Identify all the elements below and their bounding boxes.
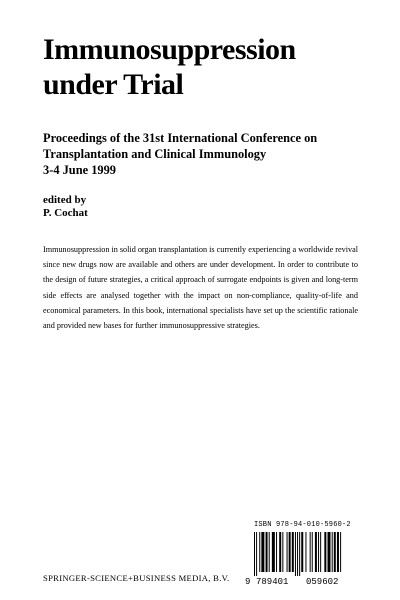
barcode-bar — [320, 532, 321, 572]
subtitle-line-3: 3-4 June 1999 — [43, 163, 116, 177]
barcode — [244, 530, 360, 586]
barcode-bar — [334, 532, 336, 572]
barcode-bar — [324, 532, 326, 572]
book-title-line-1: Immunosuppression — [43, 33, 296, 66]
barcode-bar — [340, 532, 341, 572]
barcode-bar — [337, 532, 339, 572]
barcode-bars — [254, 532, 341, 576]
barcode-bar — [269, 532, 270, 572]
book-title-line-2: under Trial — [43, 68, 184, 101]
barcode-right-digits: 059602 — [306, 577, 339, 586]
publisher-name: SPRINGER-SCIENCE+BUSINESS MEDIA, B.V. — [43, 573, 230, 583]
proceedings-subtitle — [43, 130, 383, 178]
barcode-bar — [279, 532, 281, 572]
barcode-bar — [261, 532, 264, 572]
subtitle-line-2: Transplantation and Clinical Immunology — [43, 147, 267, 161]
isbn-number: ISBN 978-94-010-5960-2 — [254, 521, 351, 529]
barcode-bar — [256, 532, 257, 576]
subtitle-line-1: Proceedings of the 31st International Conference on — [43, 131, 318, 145]
editor-label: edited by — [43, 194, 87, 206]
barcode-bar — [305, 532, 306, 572]
barcode-bar — [292, 532, 294, 572]
barcode-bar — [295, 532, 296, 576]
barcode-bar — [332, 532, 333, 572]
barcode-bar — [254, 532, 255, 576]
barcode-bar — [266, 532, 268, 572]
barcode-bar — [289, 532, 291, 572]
barcode-lead-digit: 9 — [245, 577, 251, 586]
editor-credit — [43, 194, 88, 220]
barcode-bar — [259, 532, 260, 572]
barcode-bar — [301, 532, 303, 572]
barcode-bar — [297, 532, 298, 576]
barcode-bar — [312, 532, 313, 572]
barcode-bar — [276, 532, 277, 572]
barcode-bar — [328, 532, 331, 572]
barcode-bar — [310, 532, 311, 572]
barcode-bar — [287, 532, 288, 572]
barcode-bar — [315, 532, 317, 572]
barcode-bar — [299, 532, 300, 576]
barcode-left-digits: 789401 — [256, 577, 289, 586]
book-description: Immunosuppression in solid organ transplantation is currently experiencing a worldwide revival since new drugs now are available and others are under development. In order to contribute to the design of future strategies, a critical approach of surrogate endpoints is given and long-term side effects are analysed together with the impact on non-compliance, quality-of-life and economical parameters. In this book, international specialists have set up the scientific rationale and provided new bases for further immunosuppressive strategies. — [43, 245, 358, 331]
editor-name: P. Cochat — [43, 207, 88, 219]
barcode-bar — [282, 532, 283, 572]
book-title — [43, 32, 383, 102]
barcode-bar — [318, 532, 319, 572]
barcode-bar — [272, 532, 275, 572]
